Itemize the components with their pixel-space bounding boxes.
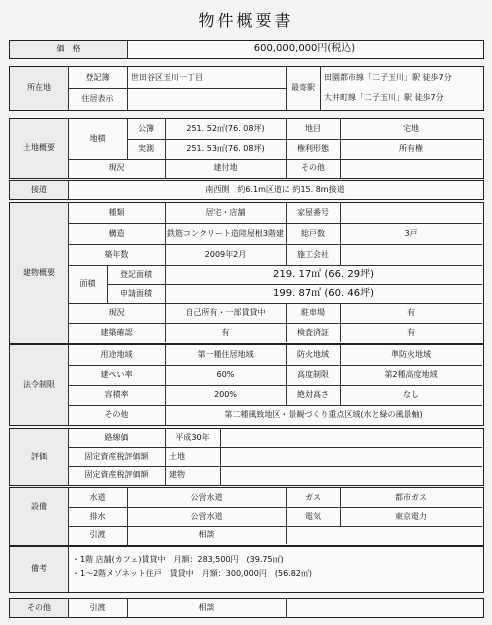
valuation-label: 評価 — [31, 451, 47, 461]
actual-value: 251. 53㎡(76. 08坪) — [186, 144, 265, 154]
remarks-section — [9, 546, 484, 593]
price-section — [9, 40, 484, 59]
coverage-value: 60% — [216, 370, 235, 380]
land-section — [9, 118, 484, 179]
structure-label: 構造 — [108, 228, 125, 238]
zoning-label: 用途地域 — [100, 350, 133, 360]
height-value: 第2種高度地域 — [384, 370, 438, 380]
gas-label: ガス — [305, 492, 321, 502]
reg-area-label: 登記面積 — [120, 269, 152, 279]
facilities-label: 設備 — [31, 502, 47, 512]
page-title: 物件概要書 — [198, 11, 294, 30]
tax2-value — [220, 466, 482, 484]
land-area-label: 地積 — [89, 134, 106, 144]
price-value: 600,000,000円(税込) — [253, 43, 356, 55]
public-label: 公簿 — [138, 124, 154, 134]
building-status-label: 現況 — [108, 308, 125, 318]
registry-value: 世田谷区玉川一丁目 — [131, 72, 203, 82]
residence-value — [127, 88, 286, 109]
station-1: 田園都市線「二子玉川」駅 徒歩7分 — [324, 73, 452, 83]
residence-label: 住居表示 — [81, 93, 114, 103]
land-other-label: その他 — [301, 163, 325, 173]
location-label: 所在地 — [27, 83, 51, 93]
remarks-label: 備考 — [31, 564, 47, 574]
inspect-value: 有 — [407, 327, 415, 337]
price-label: 価 格 — [56, 44, 81, 54]
land-status-label: 現況 — [108, 163, 125, 173]
building-label: 建物概要 — [23, 267, 55, 277]
built-label: 築年数 — [104, 249, 129, 259]
units-value: 3戸 — [404, 228, 418, 238]
tax1-label: 固定資産税評価額 — [84, 451, 149, 461]
land-label: 土地概要 — [23, 143, 55, 153]
location-section — [9, 66, 484, 111]
house-no-label: 家屋番号 — [297, 208, 329, 218]
road-value: 南西側 約6.1m区道に 約15. 8m接道 — [205, 184, 345, 194]
building-status-value: 自己所有・一部賃貸中 — [185, 308, 266, 318]
confirm-value: 有 — [221, 327, 230, 337]
other-handover-value: 相談 — [198, 602, 215, 612]
structure-value: 鉄筋コンクリート造陸屋根3階建 — [167, 228, 284, 238]
station-label: 最寄駅 — [291, 83, 315, 93]
road-label: 接道 — [31, 184, 47, 194]
fire-value: 準防火地域 — [391, 350, 431, 360]
tax1-value — [220, 447, 482, 466]
water-label: 水道 — [89, 492, 106, 502]
far-label: 容積率 — [104, 390, 129, 400]
abs-height-value: なし — [403, 390, 419, 400]
drain-value: 公営水道 — [190, 511, 223, 521]
valuation-section — [9, 428, 484, 486]
confirm-label: 建築確認 — [100, 327, 133, 337]
category-label: 地目 — [305, 124, 321, 134]
water-value: 公営水道 — [190, 492, 223, 502]
tax2-label: 固定資産税評価額 — [84, 470, 149, 480]
handover-value: 相談 — [198, 530, 215, 540]
facilities-section — [9, 487, 484, 546]
rights-value: 所有権 — [399, 144, 423, 154]
law-other-label: その他 — [104, 409, 129, 419]
app-area-label: 申請面積 — [120, 288, 152, 298]
handover-label: 引渡 — [89, 530, 106, 540]
built-value: 2009年2月 — [204, 249, 247, 259]
road-price-value — [220, 429, 482, 447]
land-status-value: 建付地 — [213, 163, 238, 173]
fire-label: 防火地域 — [297, 350, 329, 360]
units-label: 総戸数 — [301, 228, 325, 238]
remarks-line-2: ・1～2階メゾネット住戸 賃貸中 月額：300,000円 (56.82㎡) — [72, 569, 313, 579]
electric-value: 東京電力 — [395, 511, 427, 521]
abs-height-label: 絶対高さ — [297, 390, 329, 400]
road-section — [9, 180, 484, 200]
law-label: 法令制限 — [23, 379, 55, 389]
rights-label: 権利形態 — [297, 144, 329, 154]
category-value: 宅地 — [403, 124, 419, 134]
electric-label: 電気 — [305, 511, 321, 521]
floor-area-label: 面積 — [79, 279, 96, 289]
building-type-value: 居宅・店舗 — [205, 208, 246, 218]
actual-label: 実測 — [138, 144, 154, 154]
builder-label: 施工会社 — [297, 249, 329, 259]
app-area-value: 199. 87㎡ (60. 46坪) — [273, 287, 374, 299]
registry-label: 登記簿 — [85, 72, 110, 82]
gas-value: 都市ガス — [395, 492, 427, 502]
inspect-label: 検査済証 — [297, 327, 329, 337]
station-2: 大井町線「二子玉川」駅 徒歩7分 — [324, 93, 444, 103]
parking-label: 駐車場 — [301, 308, 325, 318]
tax1-sub: 土地 — [169, 451, 185, 461]
land-other-value — [340, 159, 482, 177]
drain-label: 排水 — [89, 511, 106, 521]
road-price-year: 平成30年 — [175, 433, 210, 443]
building-section — [9, 202, 484, 344]
road-price-label: 路線価 — [104, 433, 129, 443]
parking-value: 有 — [407, 308, 415, 318]
law-other-value: 第二種風致地区・景観づくり重点区域(水と緑の風景軸) — [224, 409, 423, 419]
other-section — [9, 598, 484, 618]
builder-value — [340, 244, 482, 265]
law-section — [9, 344, 484, 426]
other-label: その他 — [27, 602, 51, 612]
far-value: 200% — [214, 390, 237, 400]
other-handover-label: 引渡 — [89, 602, 106, 612]
reg-area-value: 219. 17㎡ (66. 29坪) — [273, 268, 374, 280]
house-no-value — [340, 203, 482, 223]
public-value: 251. 52㎡(76. 08坪) — [186, 124, 265, 134]
zoning-value: 第一種住居地域 — [197, 350, 254, 360]
remarks-line-1: ・1階 店舗(カフェ)賃貸中 月額：283,500円 (39.75㎡) — [72, 555, 284, 565]
building-type-label: 種類 — [108, 208, 125, 218]
coverage-label: 建ぺい率 — [100, 370, 133, 380]
tax2-sub: 建物 — [169, 470, 185, 480]
height-label: 高度制限 — [297, 370, 329, 380]
